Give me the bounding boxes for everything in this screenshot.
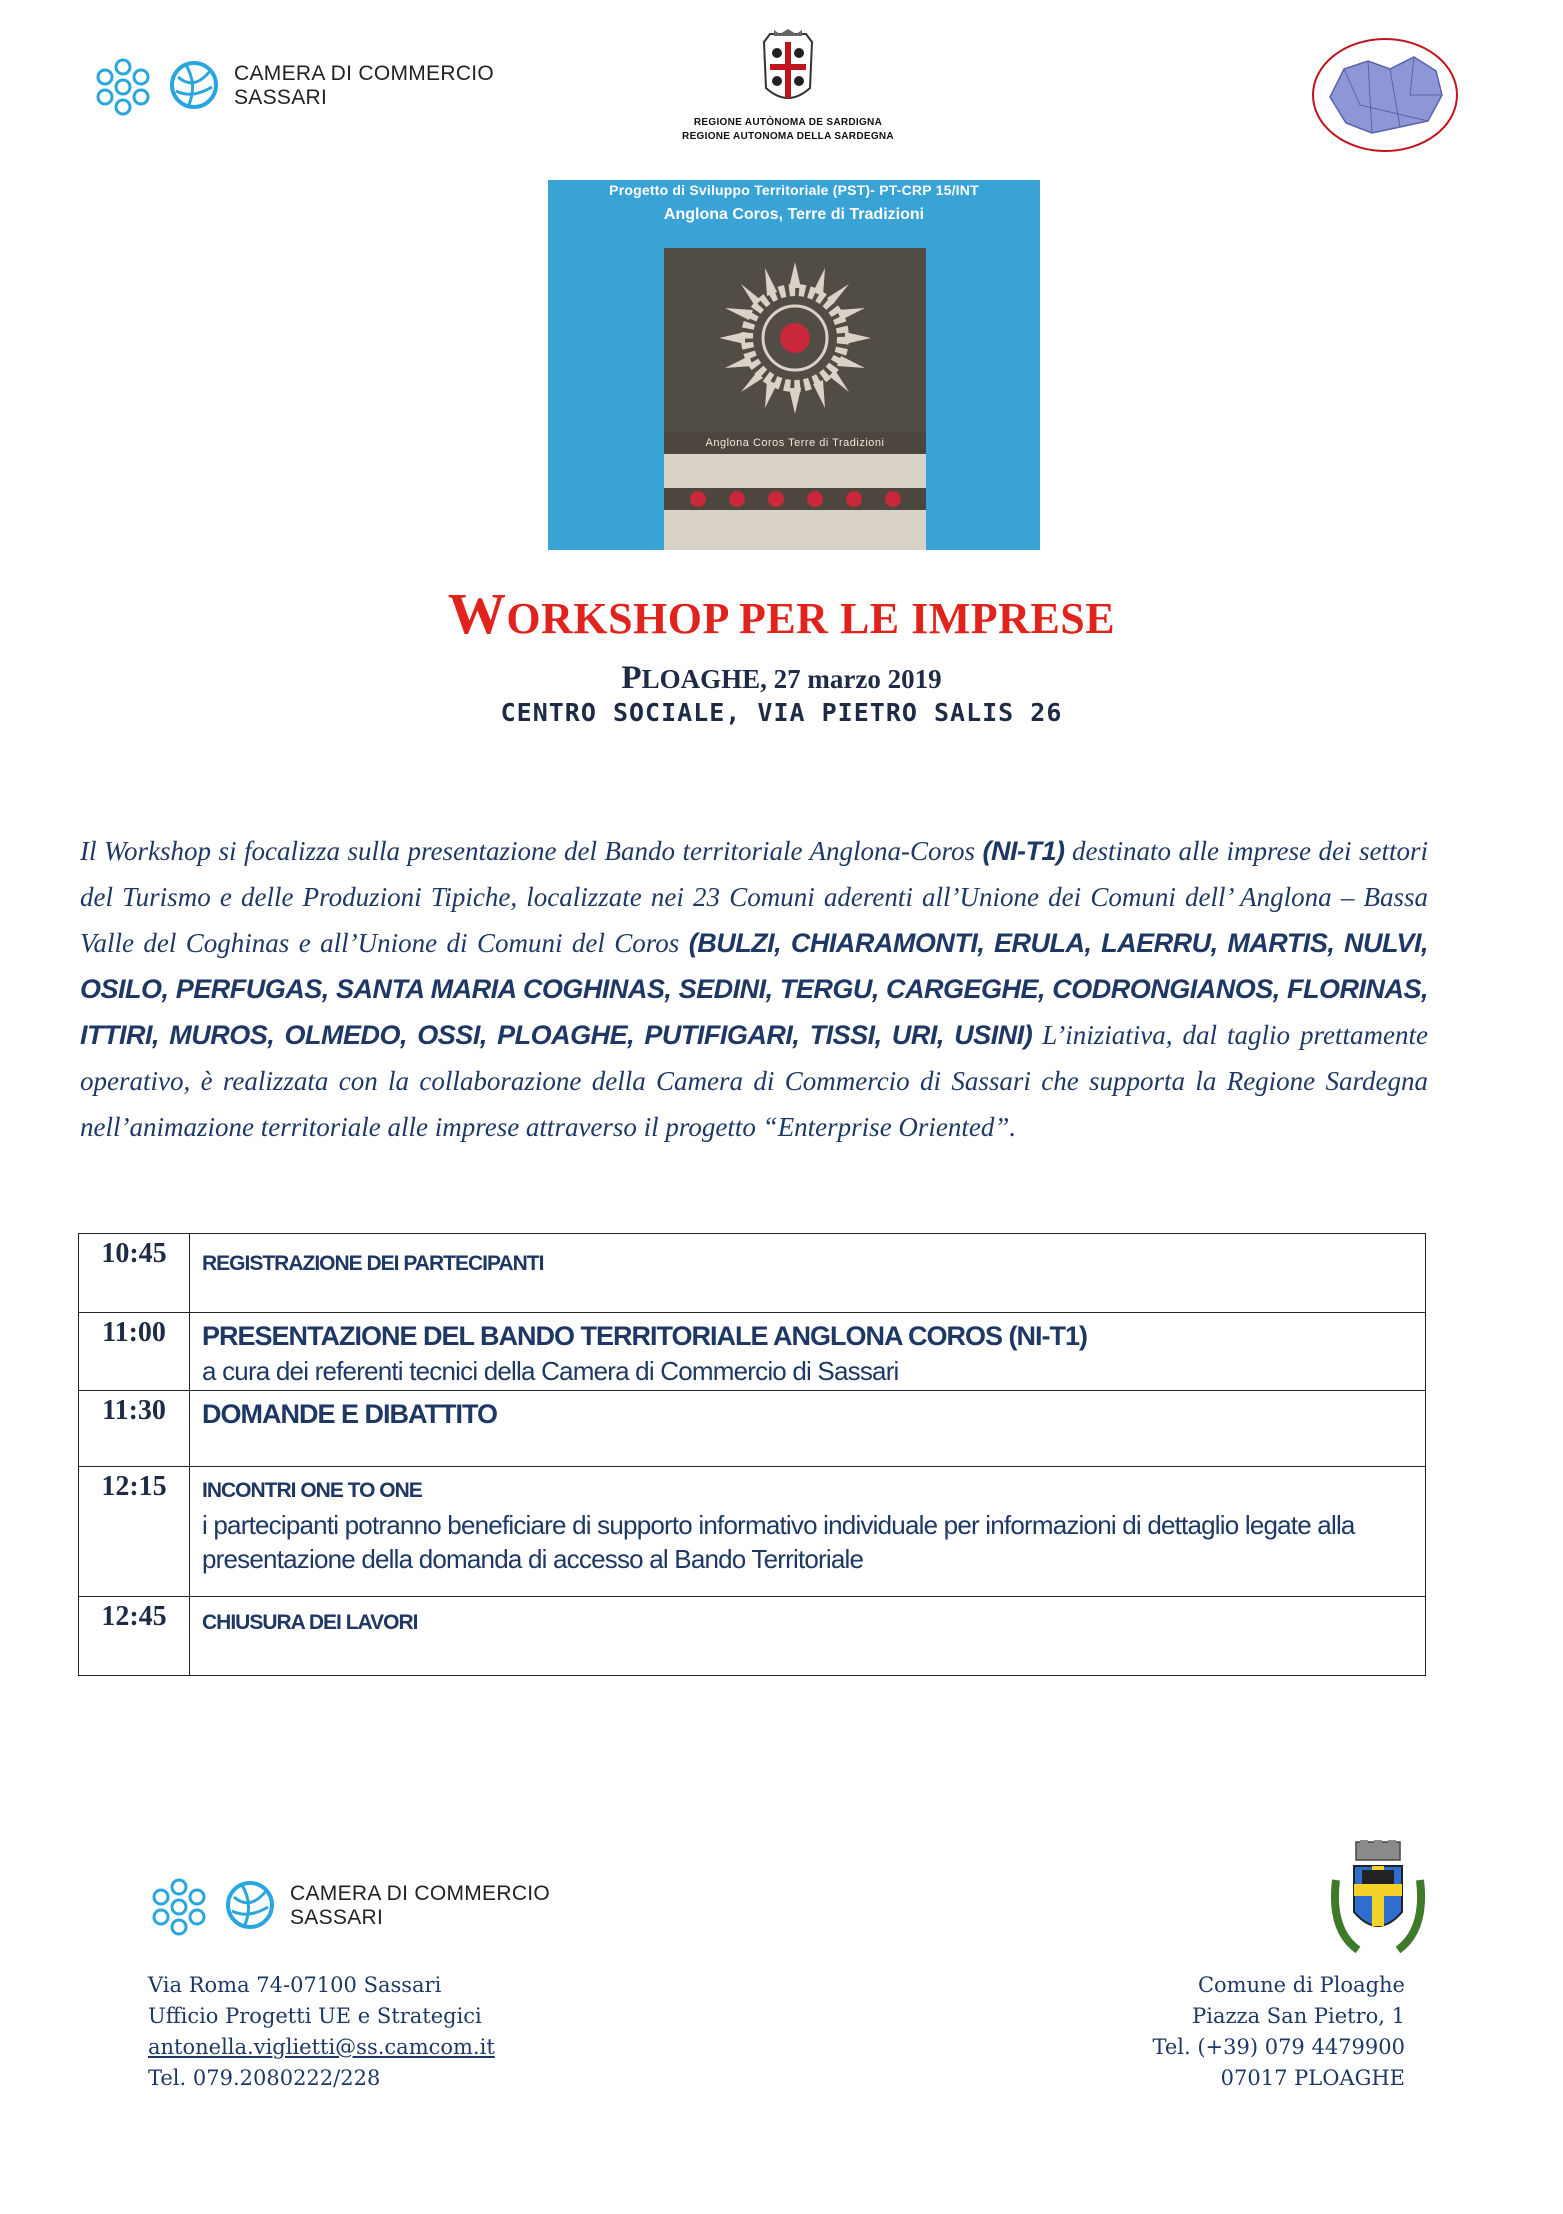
chamber-globe-icon — [168, 57, 220, 115]
footer-phone: Tel. 079.2080222/228 — [148, 2066, 381, 2090]
sun-rosette-icon — [715, 258, 875, 418]
region-logo — [668, 28, 908, 144]
chamber-name-line1: CAMERA DI COMMERCIO — [234, 62, 495, 85]
footer-chamber-name-line2: SASSARI — [290, 1906, 384, 1929]
poster-house-icon — [885, 491, 901, 507]
footer-municipality-name: Comune di Ploaghe — [1197, 1973, 1405, 1997]
poster-title-line: Anglona Coros, Terre di Tradizioni — [663, 206, 925, 223]
event-venue: CENTRO SOCIALE, VIA PIETRO SALIS 26 — [500, 698, 1063, 727]
table-row — [79, 1597, 1426, 1676]
poster-horse-icon — [768, 491, 784, 507]
agenda-description — [190, 1234, 1426, 1313]
agenda-table — [78, 1233, 1426, 1676]
region-name-sardinian: REGIONE AUTÒNOMA DE SARDIGNA — [693, 117, 883, 128]
event-date — [0, 660, 1563, 697]
footer-email-link[interactable]: antonella.viglietti@ss.camcom.it — [148, 2035, 495, 2059]
agenda-description — [190, 1467, 1426, 1597]
agenda-time: 11:30 — [79, 1391, 190, 1467]
ploaghe-coat-of-arms-icon — [1328, 1840, 1428, 1960]
agenda-note: i partecipanti potranno beneficiare di supporto informativo individuale per informazioni di dettaglio legate alla presentazione della domanda di accesso al Bando Territoriale — [202, 1510, 1355, 1574]
chamber-logo-header — [92, 55, 494, 117]
intro-paragraph — [80, 828, 1428, 1150]
chamber-name-line2: SASSARI — [234, 86, 328, 109]
union-logo — [1310, 35, 1460, 155]
table-row — [79, 1391, 1426, 1467]
agenda-description — [190, 1597, 1426, 1676]
sardinia-coat-of-arms-icon — [756, 28, 820, 110]
agenda-title: INCONTRI ONE TO ONE — [202, 1479, 422, 1502]
agenda-title: REGISTRAZIONE DEI PARTECIPANTI — [202, 1252, 544, 1275]
poster-wine-icon — [846, 491, 862, 507]
page-title — [0, 580, 1563, 647]
chamber-logo-footer — [148, 1875, 550, 1937]
table-row — [79, 1467, 1426, 1597]
agenda-time: 10:45 — [79, 1234, 190, 1313]
intro-part2: destinato alle imprese dei settori del Turismo e delle Produzioni Tipiche, localizzate nei 23 Comuni aderenti all’Unione dei Comuni dell’ Anglona – Bassa Valle del Coghinas e all’Unione di Comuni del Coros — [80, 836, 1429, 958]
poster-strip: Anglona Coros Terre di Tradizioni — [664, 432, 926, 454]
poster-artwork — [664, 248, 926, 550]
footer-contact-right — [1060, 1970, 1405, 2094]
poster-church-icon — [690, 491, 706, 507]
intro-part1: Il Workshop si focalizza sulla presentazione del Bando territoriale Anglona-Coros — [80, 836, 983, 866]
footer-municipality-phone: Tel. (+39) 079 4479900 — [1152, 2035, 1405, 2059]
place-rest: LOAGHE — [641, 664, 761, 694]
agenda-title: DOMANDE E DIBATTITO — [202, 1399, 497, 1429]
event-date-value: , 27 marzo 2019 — [760, 664, 942, 694]
footer-office: Ufficio Progetti UE e Strategici — [148, 2004, 482, 2028]
footer-chamber-name-line1: CAMERA DI COMMERCIO — [290, 1882, 551, 1905]
agenda-time: 12:15 — [79, 1467, 190, 1597]
poster-project-line: Progetto di Sviluppo Territoriale (PST)- PT-CRP 15/INT — [609, 182, 979, 198]
place-cap: P — [621, 660, 642, 696]
agenda-description — [190, 1313, 1426, 1391]
agenda-time: 12:45 — [79, 1597, 190, 1676]
intro-municipalities: (BULZI, CHIARAMONTI, ERULA, LAERRU, MARTIS, NULVI, OSILO, PERFUGAS, SANTA MARIA COGHINAS, SEDINI, TERGU, CARGEGHE, CODRONGIANOS, FLORINAS, ITTIRI, MUROS, OLMEDO, OSSI, PLOAGHE, PUTIFIGARI, TISSI, URI, USINI) — [80, 928, 1429, 1050]
project-poster — [548, 180, 1040, 550]
poster-food-icon — [807, 491, 823, 507]
table-row — [79, 1234, 1426, 1313]
poster-artwork-panel — [664, 248, 926, 432]
footer-contact-left — [148, 1970, 495, 2094]
agenda-title: PRESENTAZIONE DEL BANDO TERRITORIALE ANGLONA COROS (NI-T1) — [202, 1321, 1088, 1351]
poster-bike-icon — [729, 491, 745, 507]
agenda-time: 11:00 — [79, 1313, 190, 1391]
region-name-italian: REGIONE AUTONOMA DELLA SARDEGNA — [682, 131, 894, 142]
agenda-description — [190, 1391, 1426, 1467]
table-row — [79, 1313, 1426, 1391]
intro-part3: L’iniziativa, dal taglio prettamente operativo, è realizzata con la collaborazione della Camera di Commercio di Sassari che supporta la Regione Sardegna nell’animazione territoriale alle imprese attraverso il progetto “Enterprise Oriented”. — [80, 1020, 1428, 1142]
agenda-title: CHIUSURA DEI LAVORI — [202, 1611, 418, 1634]
intro-code: (NI-T1) — [982, 836, 1065, 866]
agenda-note: a cura dei referenti tecnici della Camera di Commercio di Sassari — [202, 1356, 899, 1386]
footer-municipality-city: 07017 PLOAGHE — [1220, 2066, 1405, 2090]
footer-address: Via Roma 74-07100 Sassari — [148, 1973, 442, 1997]
poster-icon-row — [664, 488, 926, 510]
chamber-knot-icon — [92, 55, 154, 117]
title-first-letter: W — [447, 581, 507, 646]
chamber-knot-icon — [148, 1875, 210, 1937]
union-map-icon — [1310, 35, 1460, 155]
chamber-globe-icon — [224, 1877, 276, 1935]
title-rest: ORKSHOP PER LE IMPRESE — [506, 594, 1116, 643]
footer-municipality-address: Piazza San Pietro, 1 — [1192, 2004, 1405, 2028]
